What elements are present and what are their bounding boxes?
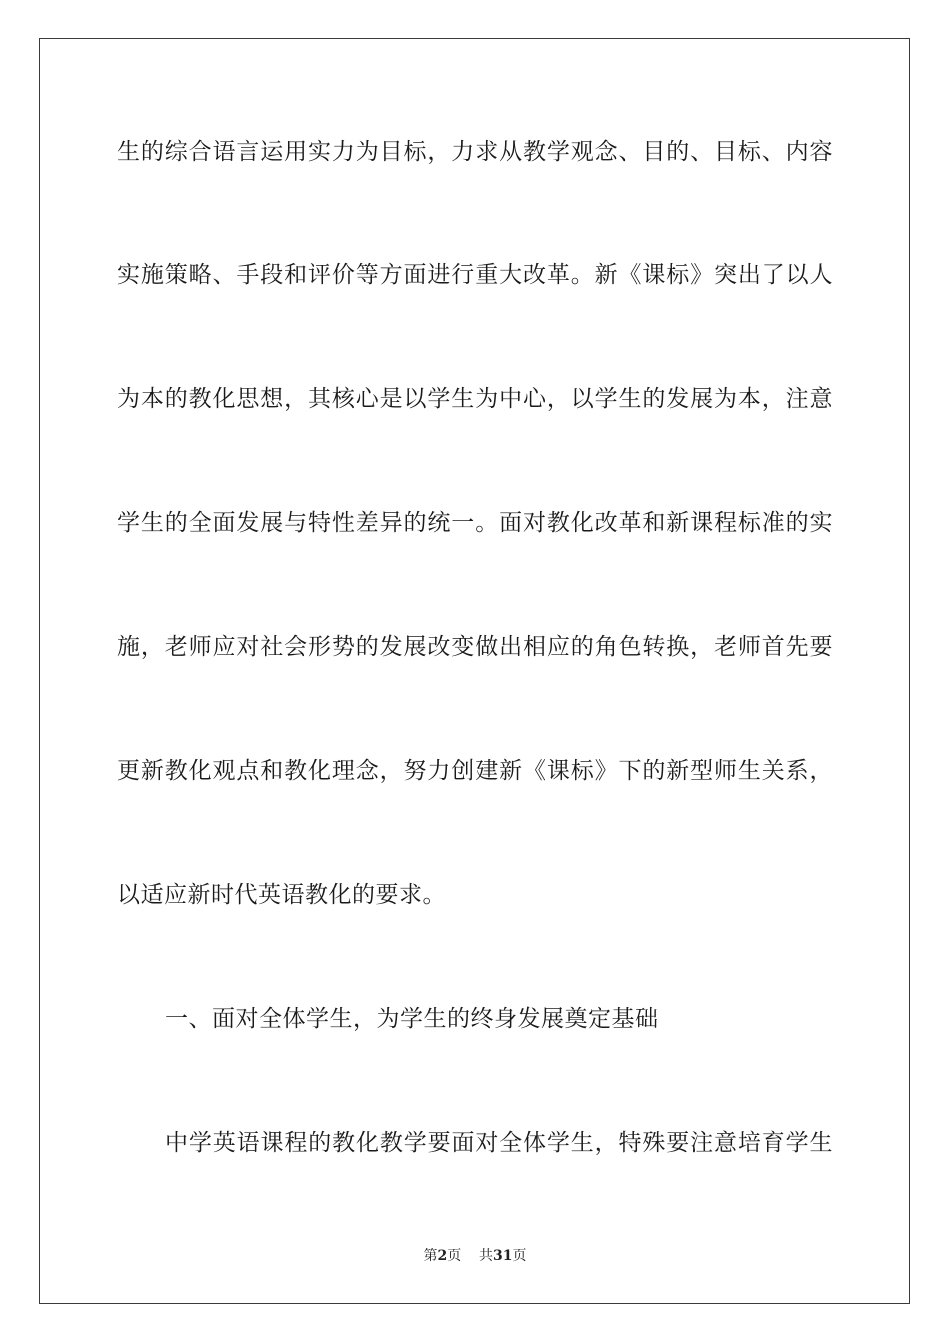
paragraph-line-3: 为本的教化思想，其核心是以学生为中心，以学生的发展为本，注意 bbox=[117, 386, 833, 412]
total-pages: 31 bbox=[493, 1248, 513, 1264]
page-suffix: 页 bbox=[447, 1248, 462, 1264]
page-number: 2 bbox=[437, 1248, 448, 1264]
paragraph-line-2: 实施策略、手段和评价等方面进行重大改革。新《课标》突出了以人 bbox=[117, 262, 833, 288]
paragraph-line-5: 施，老师应对社会形势的发展改变做出相应的角色转换，老师首先要 bbox=[117, 634, 833, 660]
section-paragraph-line-1: 中学英语课程的教化教学要面对全体学生，特殊要注意培育学生 bbox=[165, 1130, 833, 1156]
section-heading: 一、面对全体学生，为学生的终身发展奠定基础 bbox=[165, 1006, 659, 1032]
page-border bbox=[39, 38, 910, 1304]
paragraph-line-4: 学生的全面发展与特性差异的统一。面对教化改革和新课程标准的实 bbox=[117, 510, 833, 536]
paragraph-line-7: 以适应新时代英语教化的要求。 bbox=[117, 882, 446, 908]
page-prefix: 第 bbox=[423, 1248, 438, 1264]
paragraph-line-6: 更新教化观点和教化理念，努力创建新《课标》下的新型师生关系， bbox=[117, 758, 833, 784]
total-suffix: 页 bbox=[512, 1248, 527, 1264]
page-footer bbox=[0, 1246, 950, 1266]
paragraph-line-1: 生的综合语言运用实力为目标，力求从教学观念、目的、目标、内容 bbox=[117, 139, 833, 165]
total-prefix: 共 bbox=[479, 1248, 494, 1264]
